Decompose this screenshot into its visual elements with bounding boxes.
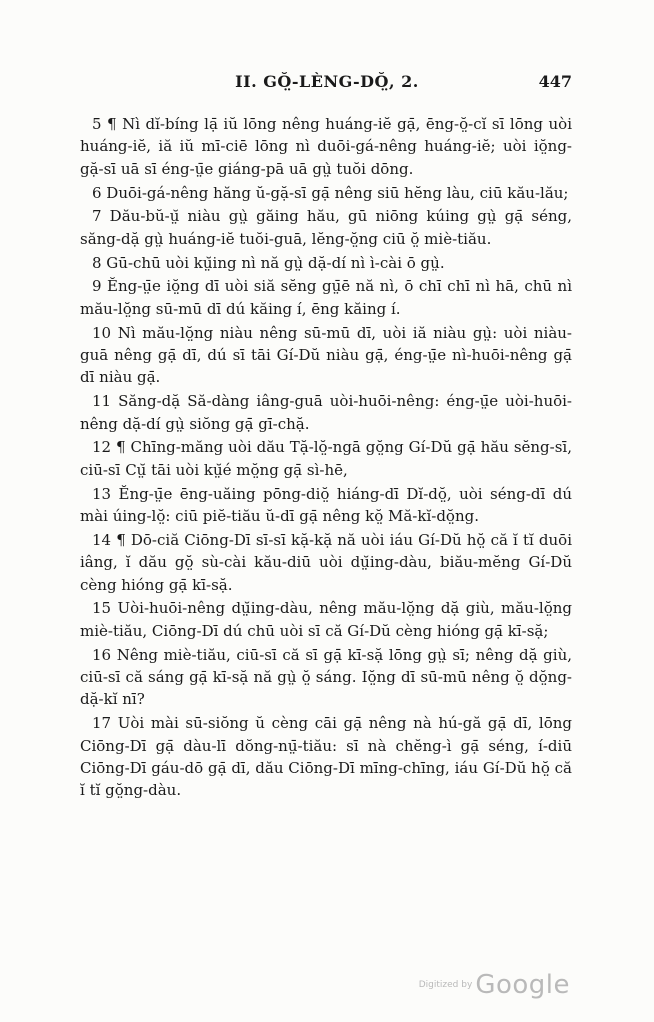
verse-14: 14 ¶ Dō-ciă Ciōng-Dī sī-sī kặ-kặ nă uòi iáu Gí-Dŭ hŏ̤ că ĭ tĭ duōi iâng, ĭ dău gŏ̤ sù-cài kău-diū uòi dṳ̆ing-dàu, biău-mĕng Gí-Dŭ cèng hióng gạ̄ kī-sặ. [80,530,572,594]
watermark-logo: Google [475,970,570,1000]
verse-6: 6 Duōi-gá-nêng hăng ŭ-gặ-sī gạ̄ nêng siū hĕng làu, ciū kău-lău; [92,183,569,202]
verse-7: 7 Dău-bŭ-ṳ̆ niàu gṳ̀ găing hău, gū niōng kúing gṳ̀ gạ̄ séng, săng-dặ gṳ̀ huáng-iĕ tuŏi-guā, lĕng-ŏ̤ng ciū ŏ̤ miè-tiău. [80,207,572,248]
running-head: II. GŎ̤-LÈNG-DŎ̤, 2. [235,72,419,91]
verse-15: 15 Uòi-huōi-nêng dṳ̆ing-dàu, nêng mău-lŏ̤ng dặ giù, mău-lŏ̤ng miè-tiău, Ciōng-Dī dú chū uòi sī că Gí-Dŭ cèng hióng gạ̄ kī-sặ; [80,599,572,640]
verse-8: 8 Gū-chū uòi kṳ̆ing nì nă gṳ̀ dặ-dí nì ì-cài ō gṳ̀. [92,253,445,272]
verse-12: 12 ¶ Chīng-măng uòi dău Tặ-lŏ̤-ngā gŏ̤ng Gí-Dŭ gạ̄ hău sĕng-sī, ciū-sī Cṳ̆ tāi uòi kṳ̆é mŏ̤ng gạ̄ sì-hē, [80,438,572,479]
verse-9: 9 Ĕng-ṳ̄e iŏ̤ng dī uòi siă sĕng gṳ̄ē nă nì, ō chī chī nì hā, chū nì mău-lŏ̤ng sū-mū dī dú kăing í, ēng kăing í. [80,277,572,318]
watermark-prefix: Digitized by [418,980,473,990]
page-header [82,72,572,94]
verse-13: 13 Ĕng-ṳ̄e ēng-uăing pōng-diŏ̤ hiáng-dī Dĭ-dŏ̤, uòi séng-dī dú mài úing-lŏ̤: ciū piĕ-tiău ŭ-dī gạ̄ nêng kŏ̤ Mă-kĭ-dŏ̤ng. [80,484,572,526]
google-watermark [419,970,570,1000]
page-number: 447 [538,72,572,91]
verse-10: 10 Nì mău-lŏ̤ng niàu nêng sū-mū dī, uòi iă niàu gṳ̀: uòi niàu-guā nêng gạ̄ dī, dú sī tāi Gí-Dŭ niàu gạ̄, éng-ṳ̄e nì-huōi-nêng gạ̄ dī niàu gạ̄. [80,323,572,387]
verse-text [80,113,572,803]
verse-11: 11 Săng-dặ Să-dàng iâng-guā uòi-huōi-nêng: éng-ṳ̄e uòi-huōi-nêng dặ-dí gṳ̀ siŏng gạ̄ gī-chặ. [80,392,572,433]
verse-17: 17 Uòi mài sū-siŏng ŭ cèng cāi gạ̄ nêng nà hú-gă gạ̄ dī, lōng Ciōng-Dī gạ̄ dàu-lī dŏng-nṳ̄-tiău: sī nà chĕng-ì gạ̄ séng, í-diū Ciōng-Dī gáu-dō gạ̄ dī, dău Ciōng-Dī mīng-chīng, iáu Gí-Dŭ hŏ̤ că ĭ tĭ gŏ̤ng-dàu. [80,714,572,800]
verse-16: 16 Nêng miè-tiău, ciū-sī că sī gạ̄ kī-sặ lōng gṳ̀ sī; nêng dặ giù, ciū-sī că sáng gạ̄ kī-sặ nă gṳ̀ ŏ̤ sáng. Iŏ̤ng dī sū-mū nêng ŏ̤ dŏ̤ng-dặ-kĭ nī? [80,645,572,709]
verse-5: 5 ¶ Nì dĭ-bíng lạ̄ iŭ lōng nêng huáng-iĕ gạ̄, ēng-ŏ̤-cĭ sī lōng uòi huáng-iĕ, iă iŭ mī-ciē lōng nì duōi-gá-nêng huáng-iĕ; uòi iŏ̤ng-gặ-sī uā sī éng-ṳ̄e giáng-pā uā gṳ̀ tuŏi dōng. [80,115,572,178]
